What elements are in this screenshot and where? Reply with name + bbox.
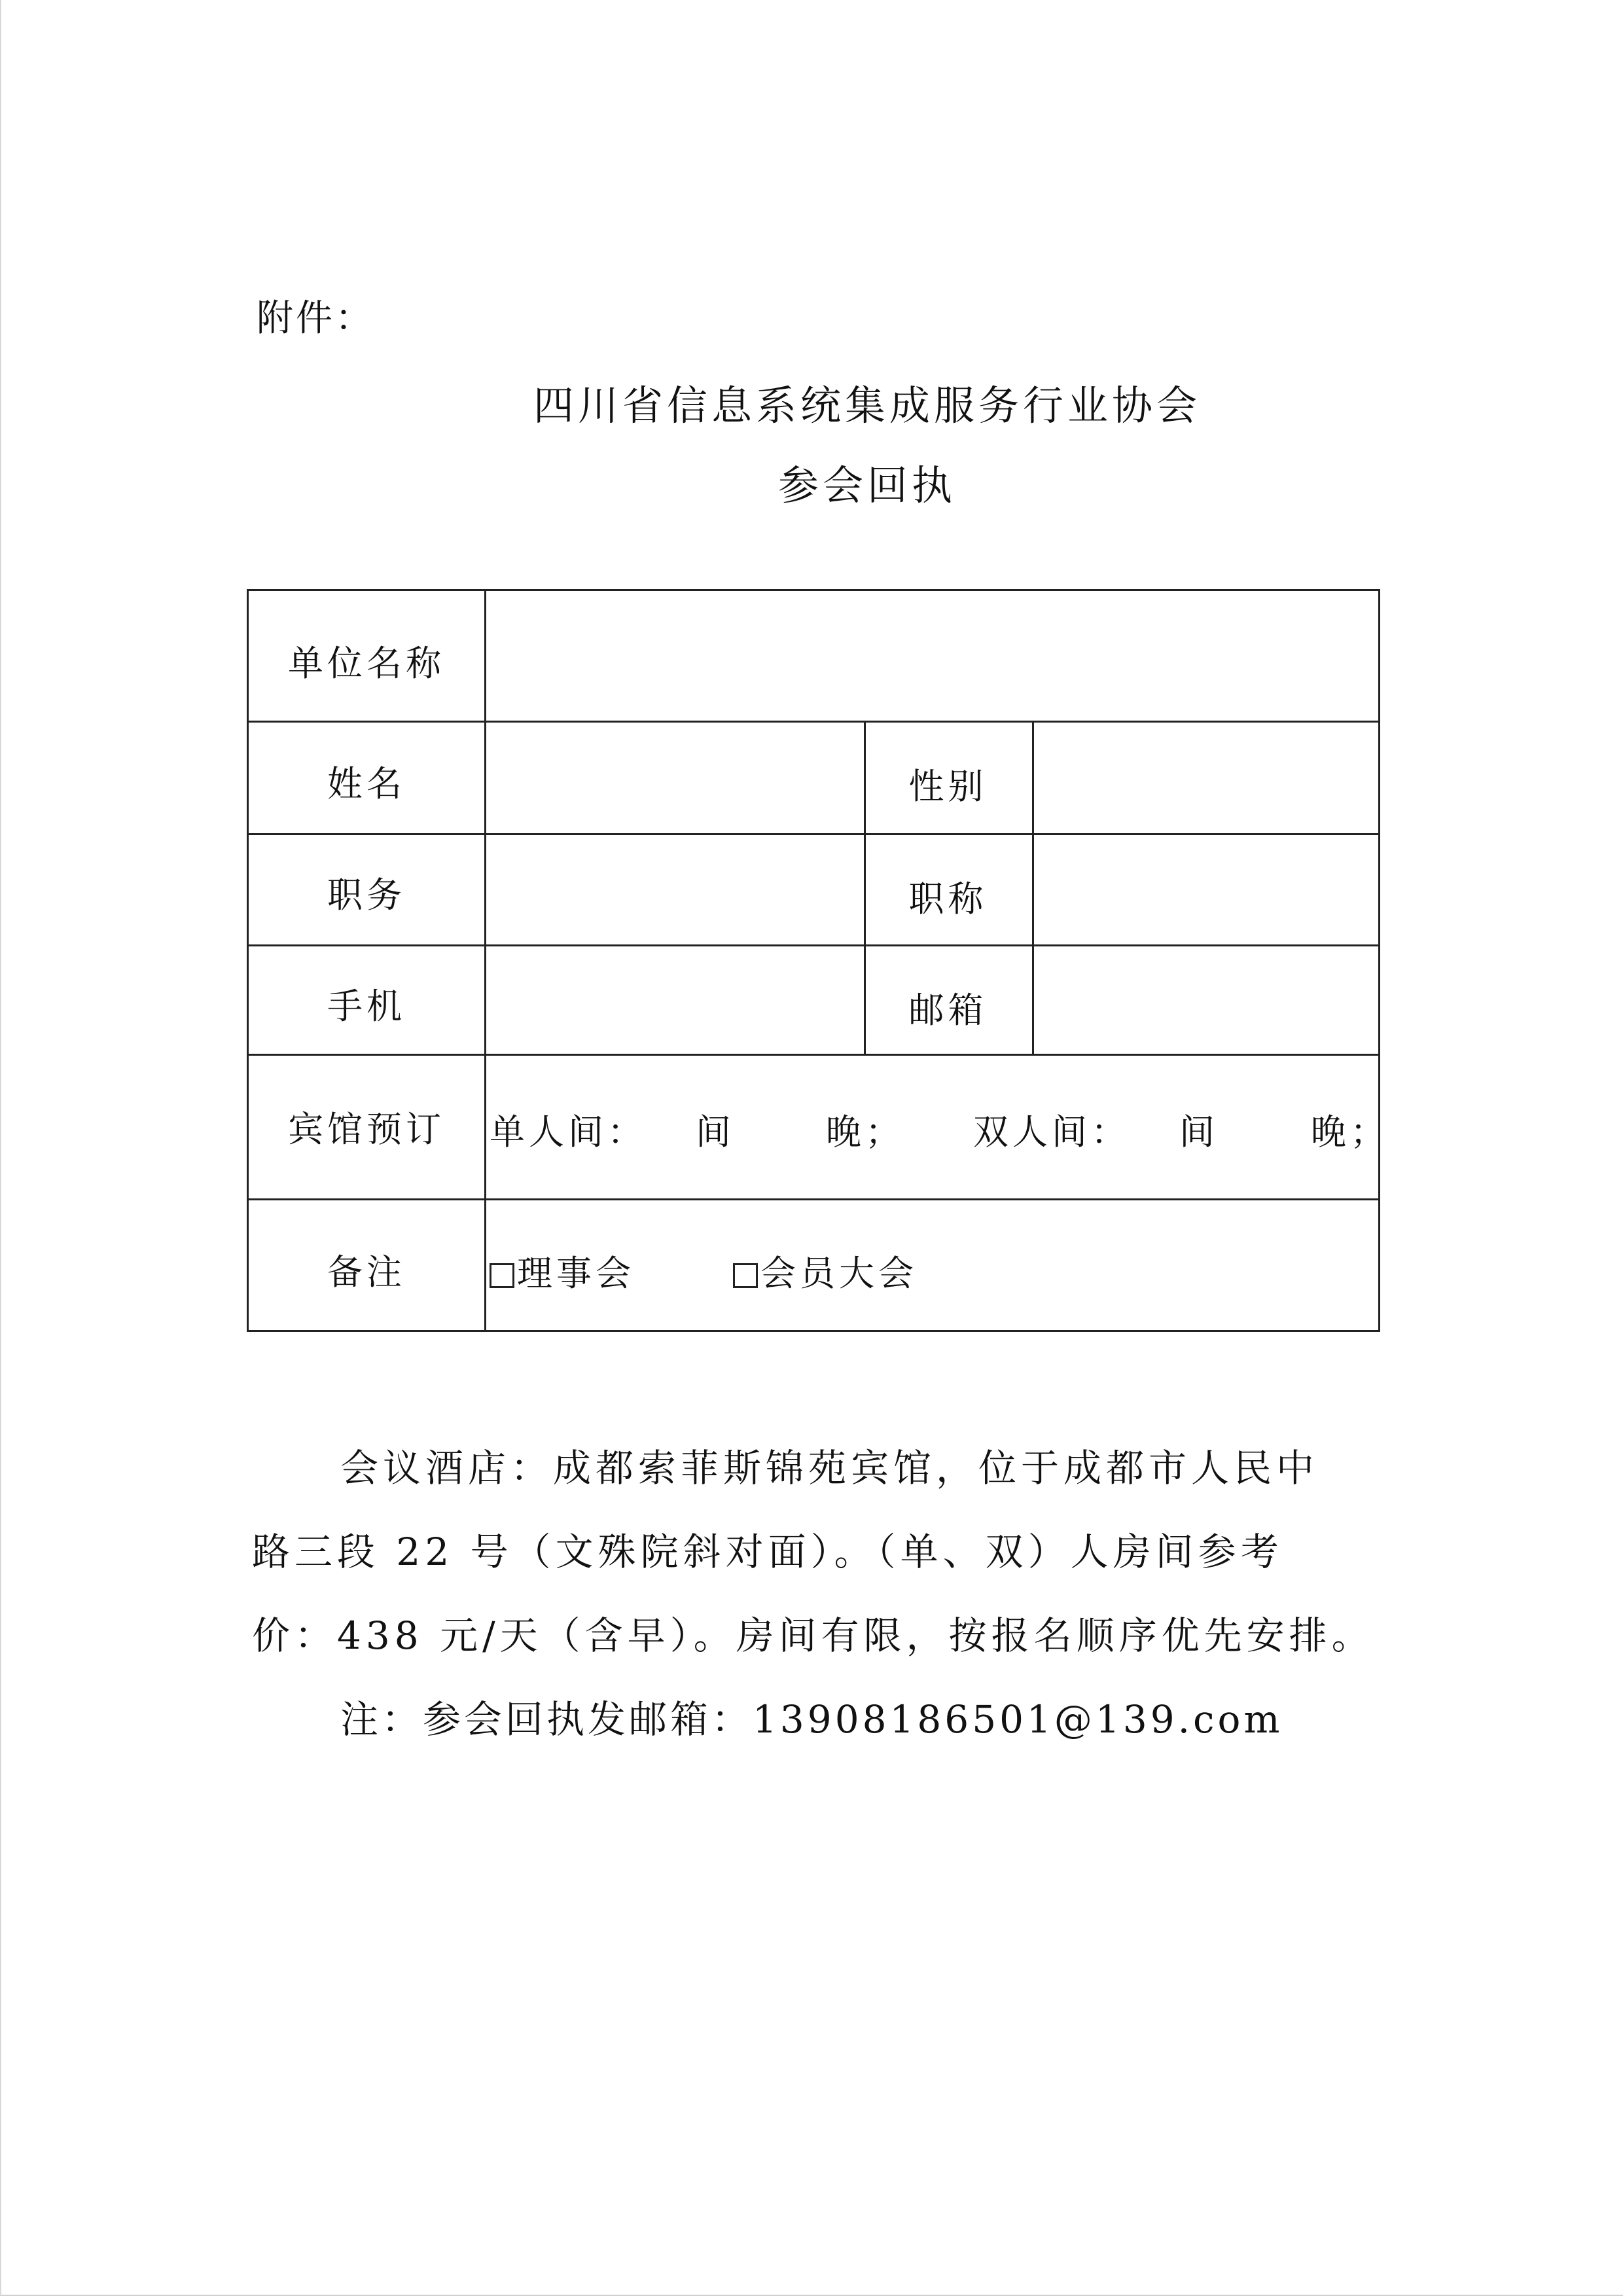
document-title: 四川省信息系统集成服务行业协会 [533, 382, 1201, 429]
position-field[interactable] [487, 836, 863, 943]
unit-name-field[interactable] [487, 593, 1377, 720]
gender-field[interactable] [1035, 723, 1376, 832]
general-meeting-option[interactable] [733, 1246, 918, 1296]
council-option-label: 理事会 [517, 1253, 635, 1294]
phone-field[interactable] [487, 947, 863, 1052]
general-meeting-option-label: 会员大会 [760, 1253, 918, 1294]
unit-name-label: 单位名称 [288, 643, 445, 684]
email-field[interactable] [1035, 947, 1376, 1052]
general-meeting-checkbox[interactable] [733, 1263, 758, 1288]
single-room-label: 单人间： [490, 1111, 647, 1153]
professional-title-label: 职称 [908, 878, 988, 920]
single-room-nights-unit: 晚； [826, 1111, 904, 1153]
hotel-info-line-2: 路三段 22 号（文殊院斜对面）。（单、双）人房间参考 [252, 1530, 1283, 1574]
attachment-label: 附件： [257, 297, 374, 340]
name-label: 姓名 [327, 763, 406, 804]
table-row-divider [249, 721, 1378, 723]
name-field[interactable] [487, 723, 863, 832]
table-row-divider [249, 1054, 1378, 1056]
double-room-label: 双人间： [973, 1111, 1130, 1153]
double-room-count-unit: 间 [1179, 1111, 1215, 1153]
professional-title-field[interactable] [1035, 836, 1376, 943]
double-room-nights-unit: 晚； [1311, 1111, 1389, 1153]
email-label: 邮箱 [908, 990, 988, 1031]
table-column-divider [484, 591, 486, 1330]
table-row-divider [249, 1198, 1378, 1200]
table-row-divider [249, 944, 1378, 946]
remarks-label: 备注 [327, 1251, 406, 1293]
registration-form-table [247, 589, 1389, 1332]
email-instruction: 注：参会回执发邮箱：13908186501@139.com [340, 1697, 1283, 1742]
council-option[interactable] [490, 1246, 635, 1296]
hotel-booking-label: 宾馆预订 [288, 1109, 445, 1150]
table-row-divider [249, 833, 1378, 835]
phone-label: 手机 [327, 986, 406, 1027]
council-checkbox[interactable] [490, 1263, 514, 1288]
table-column-divider [1032, 721, 1034, 1054]
hotel-info-line-1: 会议酒店：成都索菲斯锦苑宾馆，位于成都市人民中 [340, 1446, 1319, 1490]
gender-label: 性别 [908, 766, 988, 807]
single-room-count-unit: 间 [696, 1111, 731, 1153]
hotel-info-line-3: 价：438 元/天（含早）。房间有限，按报名顺序优先安排。 [252, 1613, 1374, 1658]
position-label: 职务 [327, 874, 406, 916]
document-subtitle: 参会回执 [777, 461, 956, 509]
